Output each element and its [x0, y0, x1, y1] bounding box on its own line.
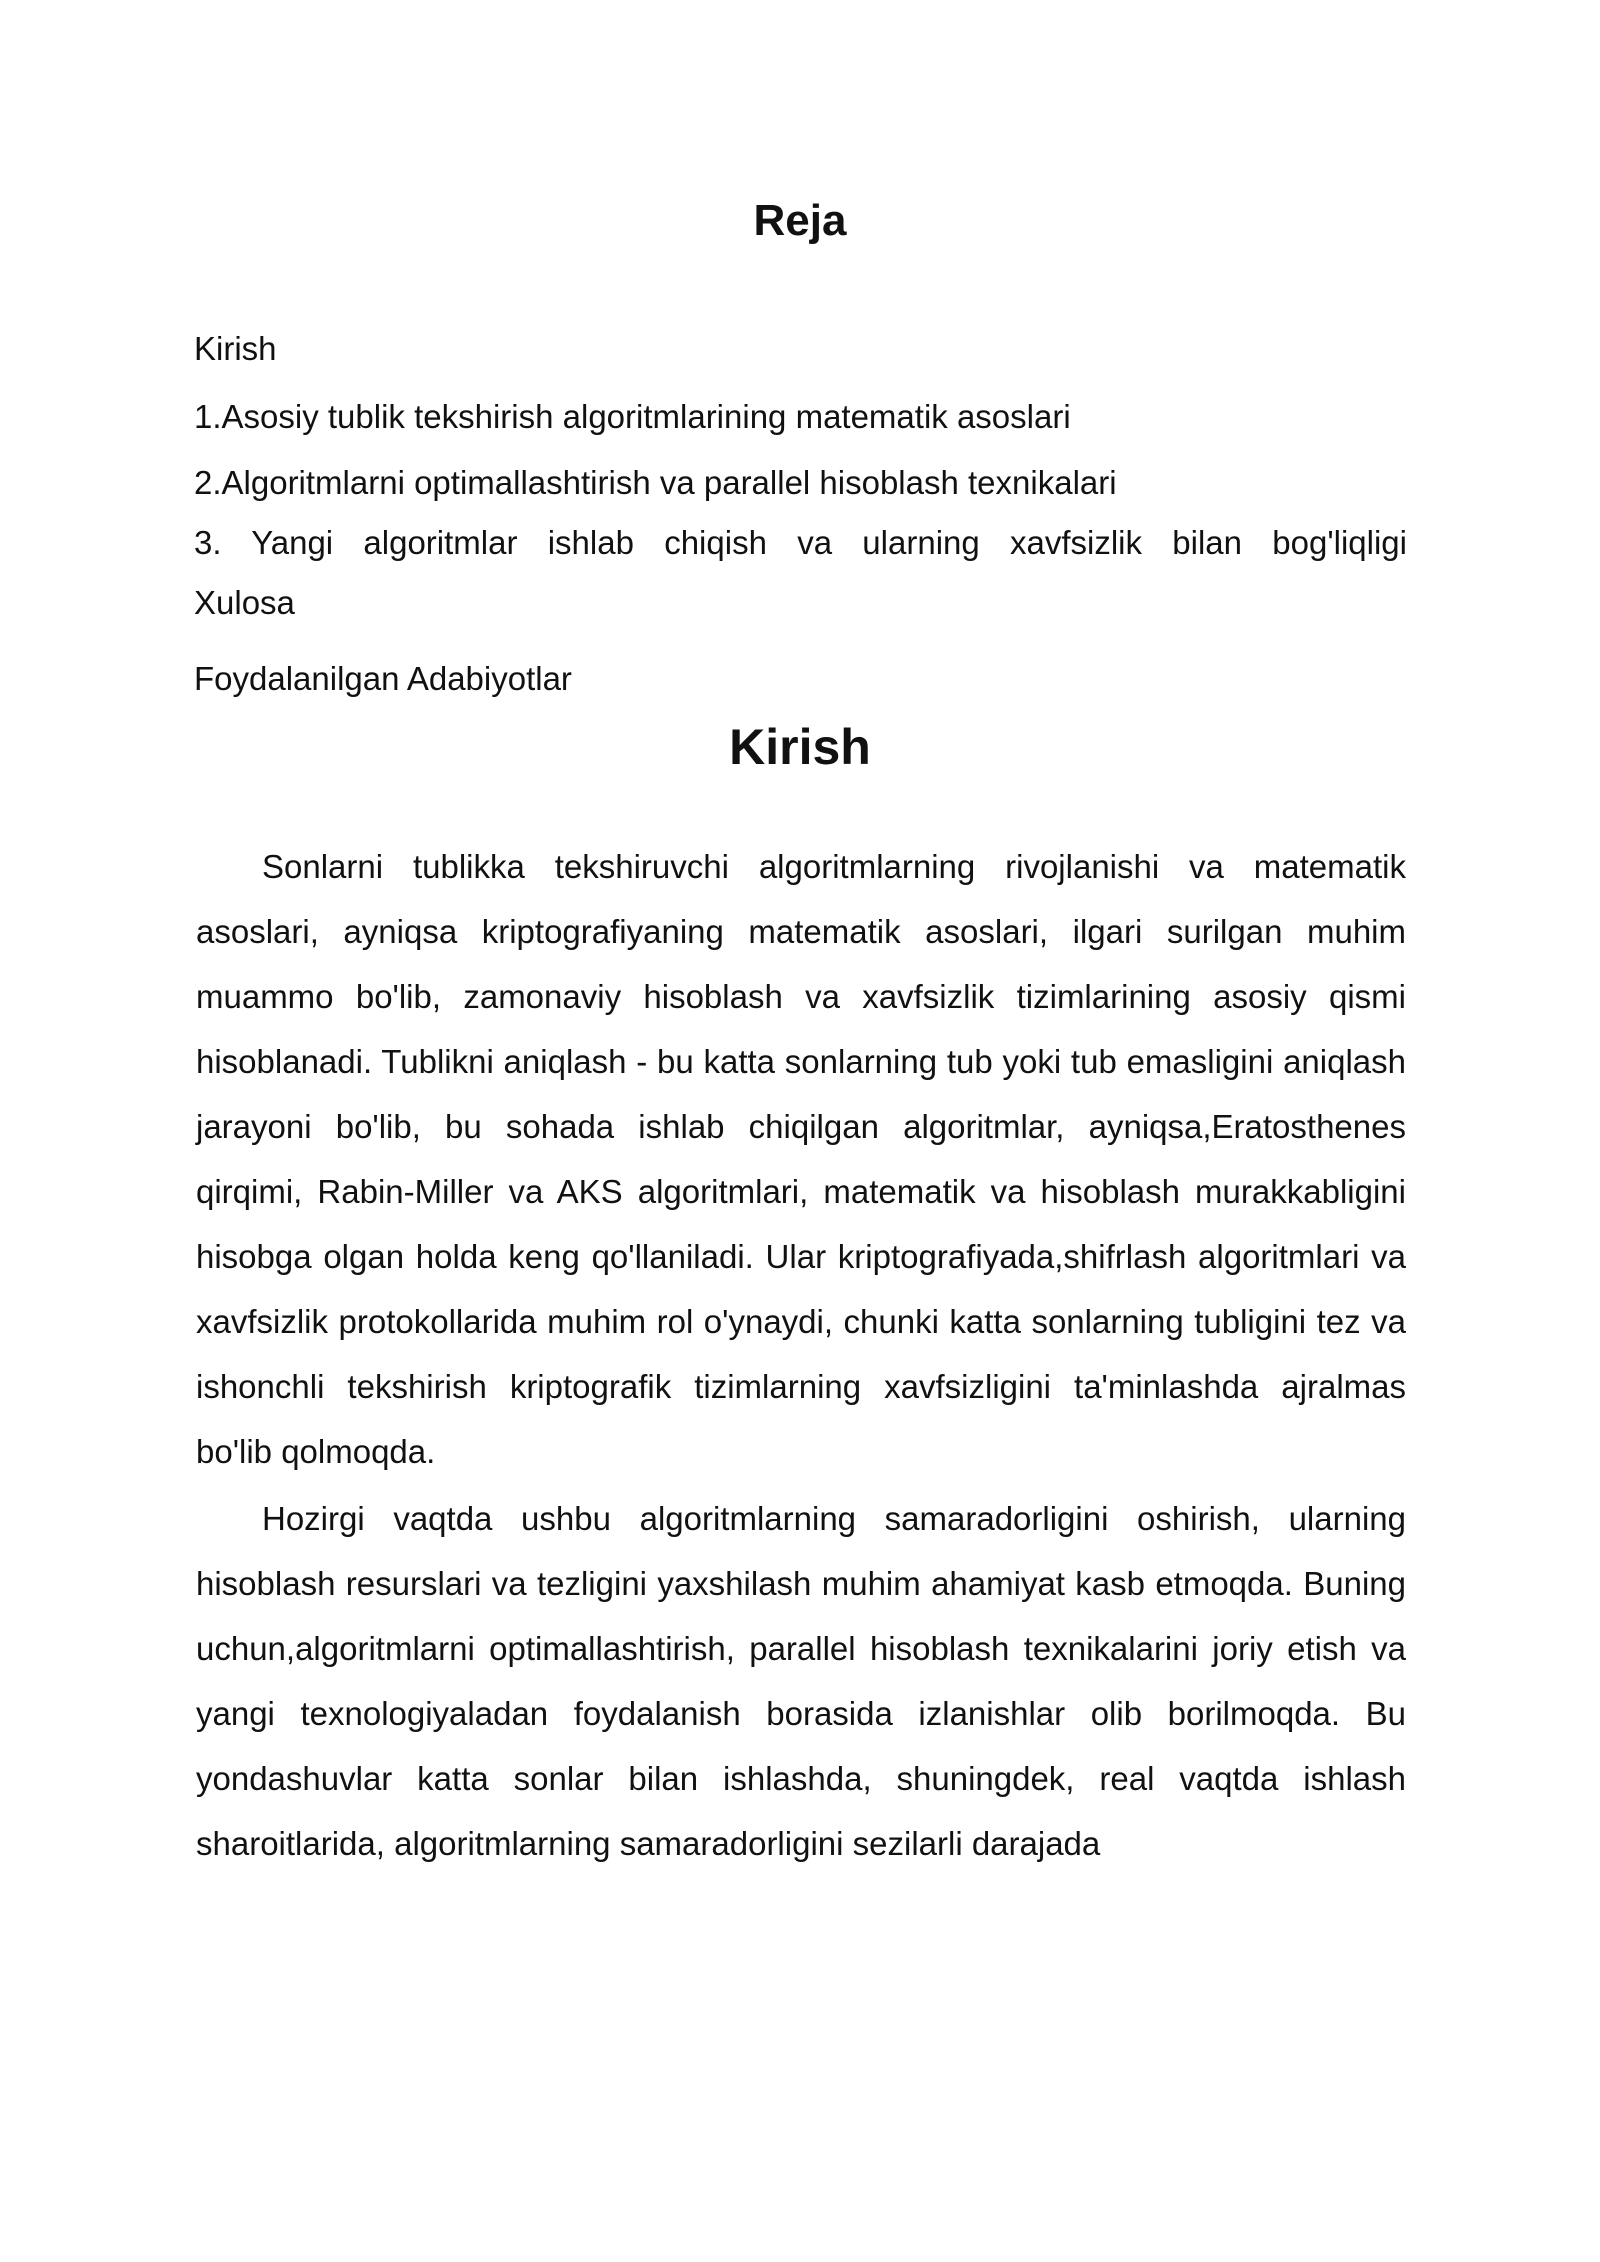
introduction-paragraph-2: Hozirgi vaqtda ushbu algoritmlarning samaradorligini oshirish, ularning hisoblash resurslari va tezligini yaxshilash muhim ahamiyat kasb etmoqda. Buning uchun,algoritmlarni optimallashtirish, parallel hisoblash texnikalarini joriy etish va yangi texnologiyaladan foydalanish borasida izlanishlar olib borilmoqda. Bu yondashuvlar katta sonlar bilan ishlashda, shuningdek, real vaqtda ishlash sharoitlarida, algoritmlarning samaradorligini sezilarli darajada — [196, 1500, 1406, 1862]
toc-item-introduction: Kirish — [194, 330, 277, 367]
plan-title: Reja — [753, 196, 847, 245]
toc-item-1: 1.Asosiy tublik tekshirish algoritmlarining matematik asoslari — [194, 398, 1071, 435]
toc-item-conclusion: Xulosa — [194, 584, 295, 621]
toc-item-references: Foydalanilgan Adabiyotlar — [194, 660, 572, 697]
introduction-paragraph-1: Sonlarni tublikka tekshiruvchi algoritmlarning rivojlanishi va matematik asoslari, ayniqsa kriptografiyaning matematik asoslari, ilgari surilgan muhim muammo bo'lib, zamonaviy hisoblash va xavfsizlik tizimlarining asosiy qismi hisoblanadi. Tublikni aniqlash - bu katta sonlarning tub yoki tub emasligini aniqlash jarayoni bo'lib, bu sohada ishlab chiqilgan algoritmlar, ayniqsa,Eratosthenes qirqimi, Rabin-Miller va AKS algoritmlari, matematik va hisoblash murakkabligini hisobga olgan holda keng qo'llaniladi. Ular kriptografiyada,shifrlash algoritmlari va xavfsizlik protokollarida muhim rol o'ynaydi, chunki katta sonlarning tubligini tez va ishonchli tekshirish kriptografik tizimlarning xavfsizligini ta'minlashda ajralmas bo'lib qolmoqda. — [196, 848, 1406, 1470]
introduction-title: Kirish — [729, 719, 871, 775]
toc-item-3: 3. Yangi algoritmlar ishlab chiqish va ularning xavfsizlik bilan bog'liqligi — [194, 524, 1407, 561]
toc-item-2: 2.Algoritmlarni optimallashtirish va parallel hisoblash texnikalari — [194, 464, 1117, 501]
